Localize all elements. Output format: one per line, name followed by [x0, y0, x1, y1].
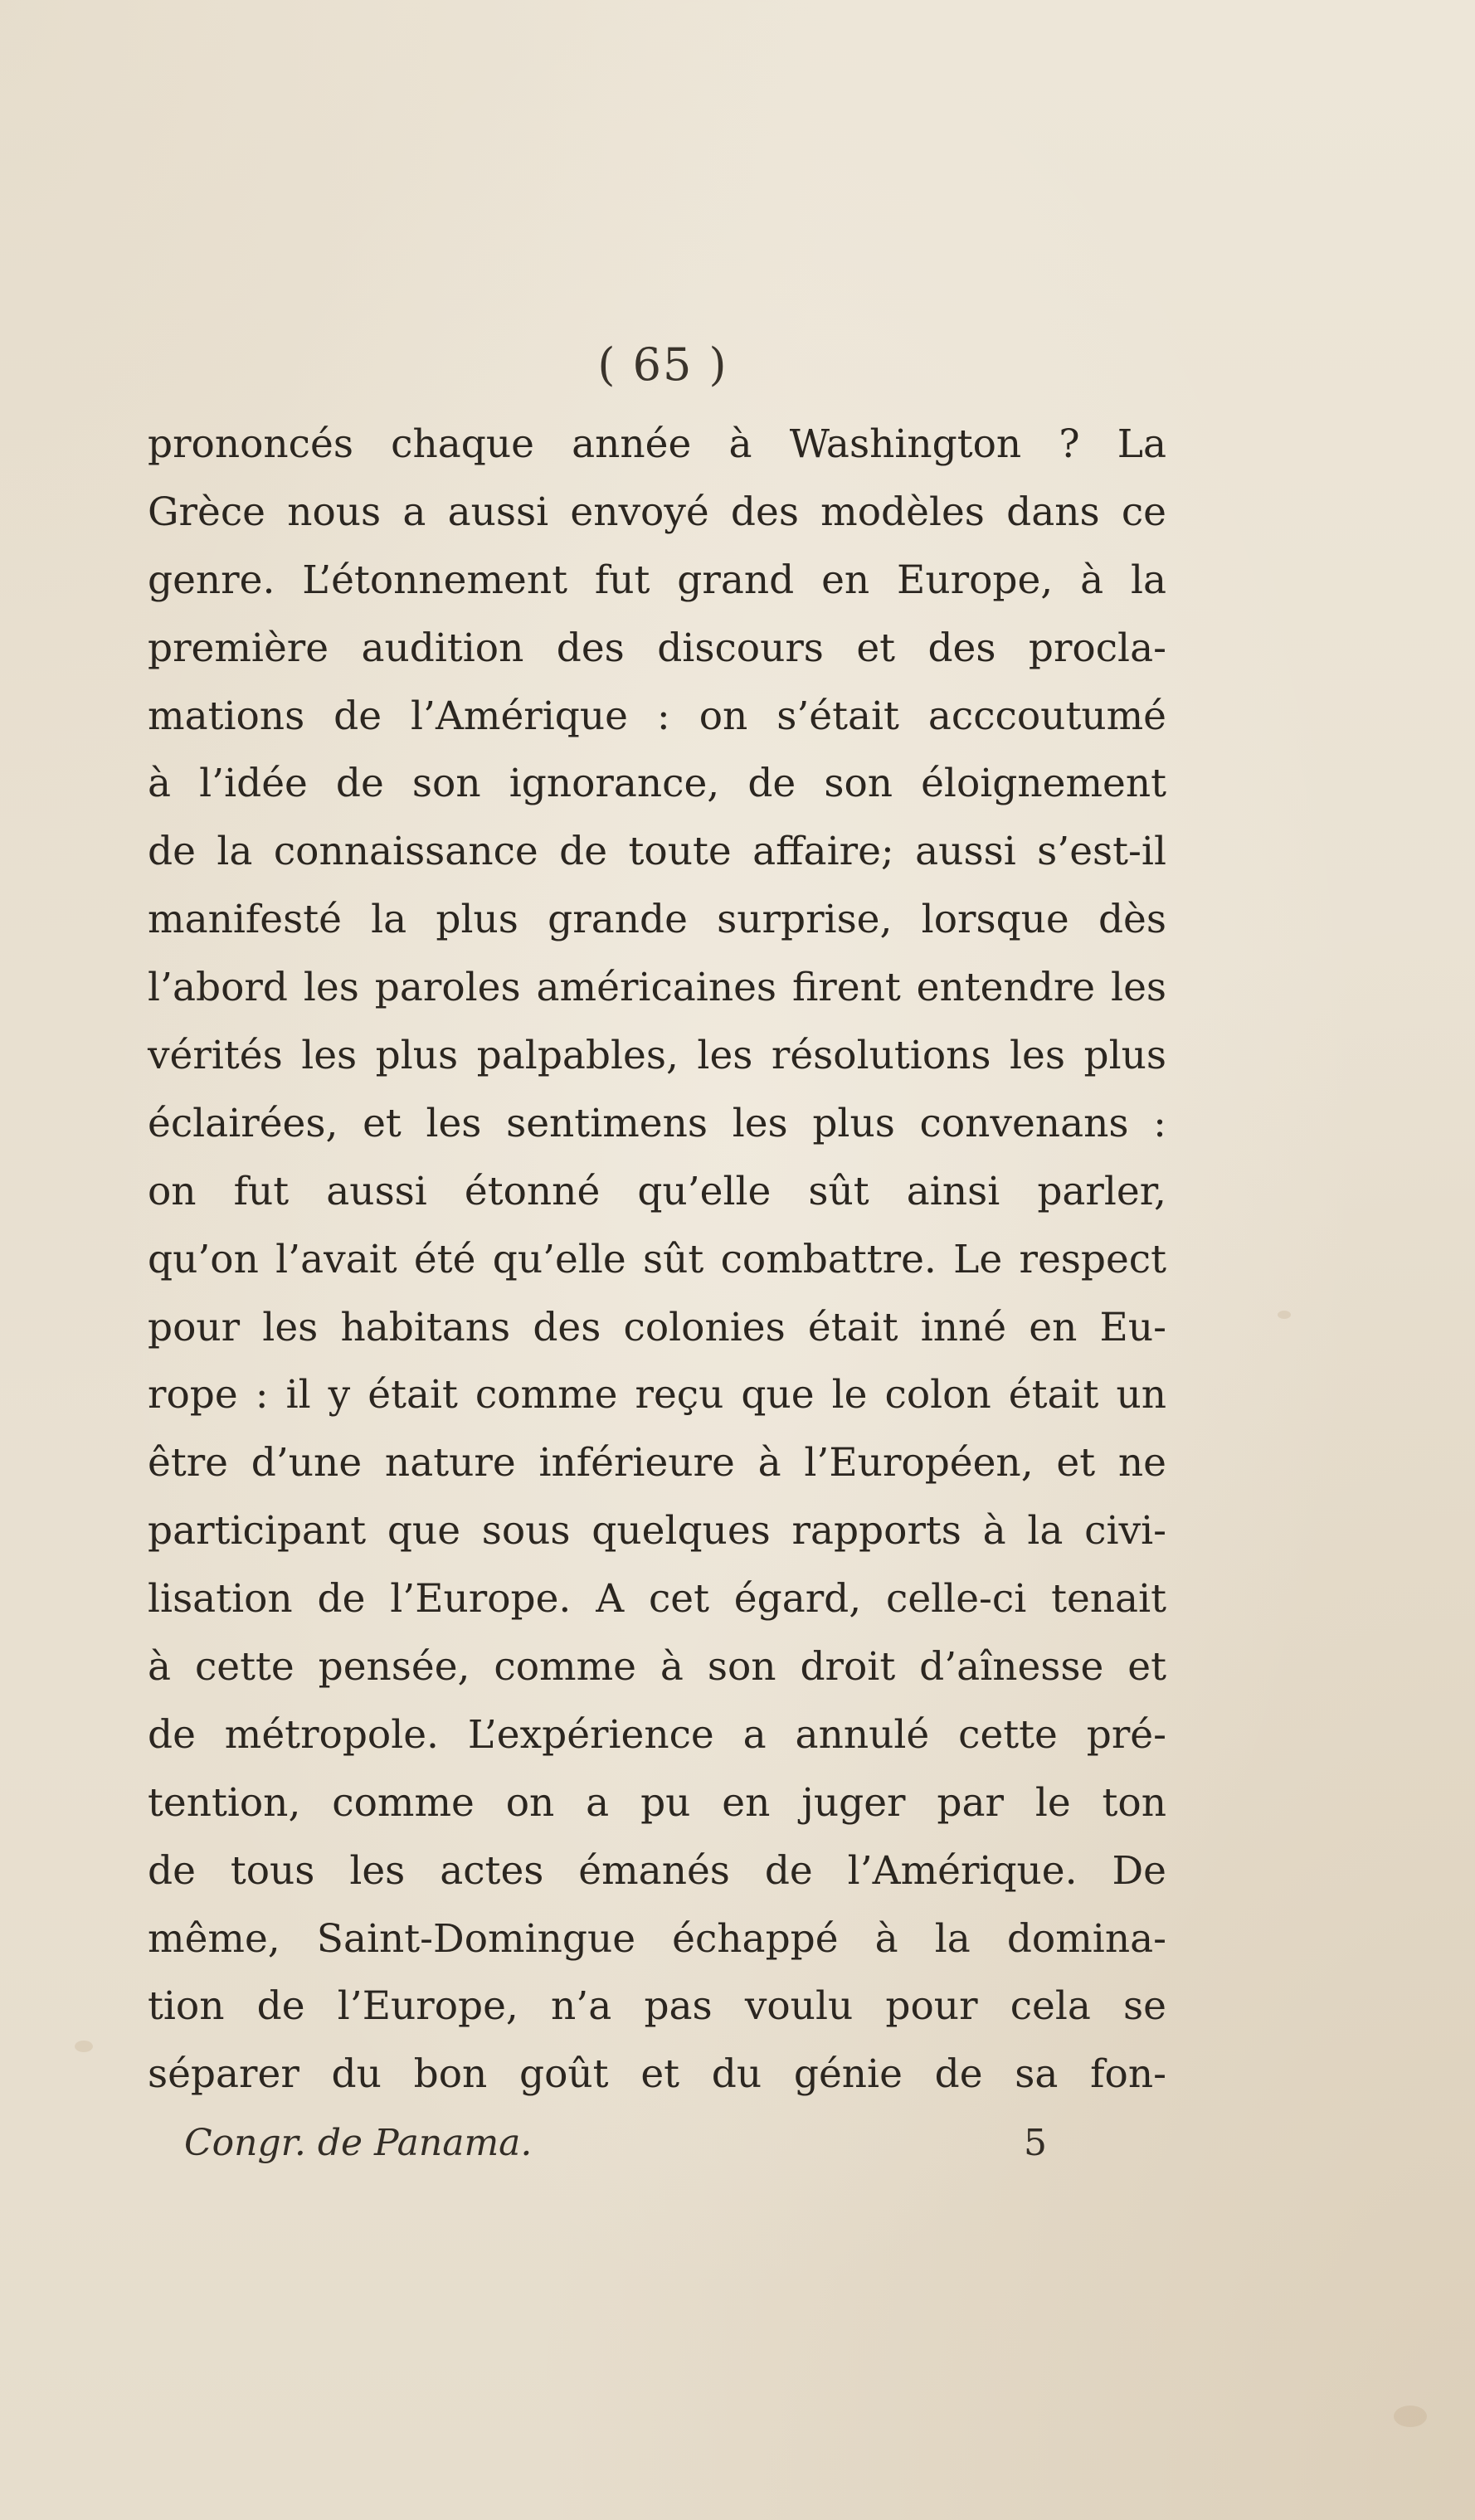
- text-line: manifesté la plus grande surprise, lorsque dès: [148, 897, 1166, 943]
- text-line: être d’une nature inférieure à l’Européen, et ne: [148, 1440, 1166, 1486]
- text-line: même, Saint-Domingue échappé à la domina-: [148, 1915, 1166, 1962]
- text-line: pour les habitans des colonies était inné en Eu-: [148, 1304, 1166, 1350]
- text-line: l’abord les paroles américaines firent entendre les: [148, 965, 1166, 1011]
- body-text: [148, 411, 1166, 2109]
- text-line: séparer du bon goût et du génie de sa fon-: [148, 2051, 1166, 2098]
- text-line: à l’idée de son ignorance, de son éloignement: [148, 761, 1166, 807]
- text-line: de tous les actes émanés de l’Amérique. De: [148, 1847, 1166, 1894]
- text-line: Grèce nous a aussi envoyé des modèles dans ce: [148, 489, 1166, 535]
- sheet-number: 5: [1024, 2122, 1047, 2164]
- text-line: lisation de l’Europe. A cet égard, celle-ci tenait: [148, 1576, 1166, 1622]
- text-line: mations de l’Amérique : on s’était acccoutumé: [148, 693, 1166, 739]
- text-line: participant que sous quelques rapports à la civi-: [148, 1508, 1166, 1554]
- running-head-page-number: ( 65 ): [597, 338, 728, 391]
- text-line: tention, comme on a pu en juger par le ton: [148, 1779, 1166, 1826]
- foxing-spot: [1278, 1311, 1291, 1319]
- page-footer: [184, 2122, 1047, 2172]
- text-line: à cette pensée, comme à son droit d’aînesse et: [148, 1644, 1166, 1691]
- foxing-spot: [75, 2041, 93, 2052]
- text-line: de métropole. L’expérience a annulé cette pré-: [148, 1711, 1166, 1758]
- text-line: rope : il y était comme reçu que le colon était un: [148, 1372, 1166, 1418]
- text-line: genre. L’étonnement fut grand en Europe, à la: [148, 557, 1166, 603]
- text-line: qu’on l’avait été qu’elle sût combattre. Le respect: [148, 1236, 1166, 1282]
- text-line: première audition des discours et des procla-: [148, 625, 1166, 671]
- signature-mark: Congr. de Panama.: [184, 2122, 533, 2164]
- text-line: éclairées, et les sentimens les plus convenans :: [148, 1100, 1166, 1146]
- text-line: de la connaissance de toute affaire; aussi s’est-il: [148, 829, 1166, 875]
- text-line: on fut aussi étonné qu’elle sût ainsi parler,: [148, 1168, 1166, 1214]
- foxing-spot: [1394, 2406, 1427, 2427]
- text-line: tion de l’Europe, n’a pas voulu pour cela se: [148, 1983, 1166, 2030]
- text-line: vérités les plus palpables, les résolutions les plus: [148, 1033, 1166, 1079]
- text-line: prononcés chaque année à Washington ? La: [148, 421, 1166, 467]
